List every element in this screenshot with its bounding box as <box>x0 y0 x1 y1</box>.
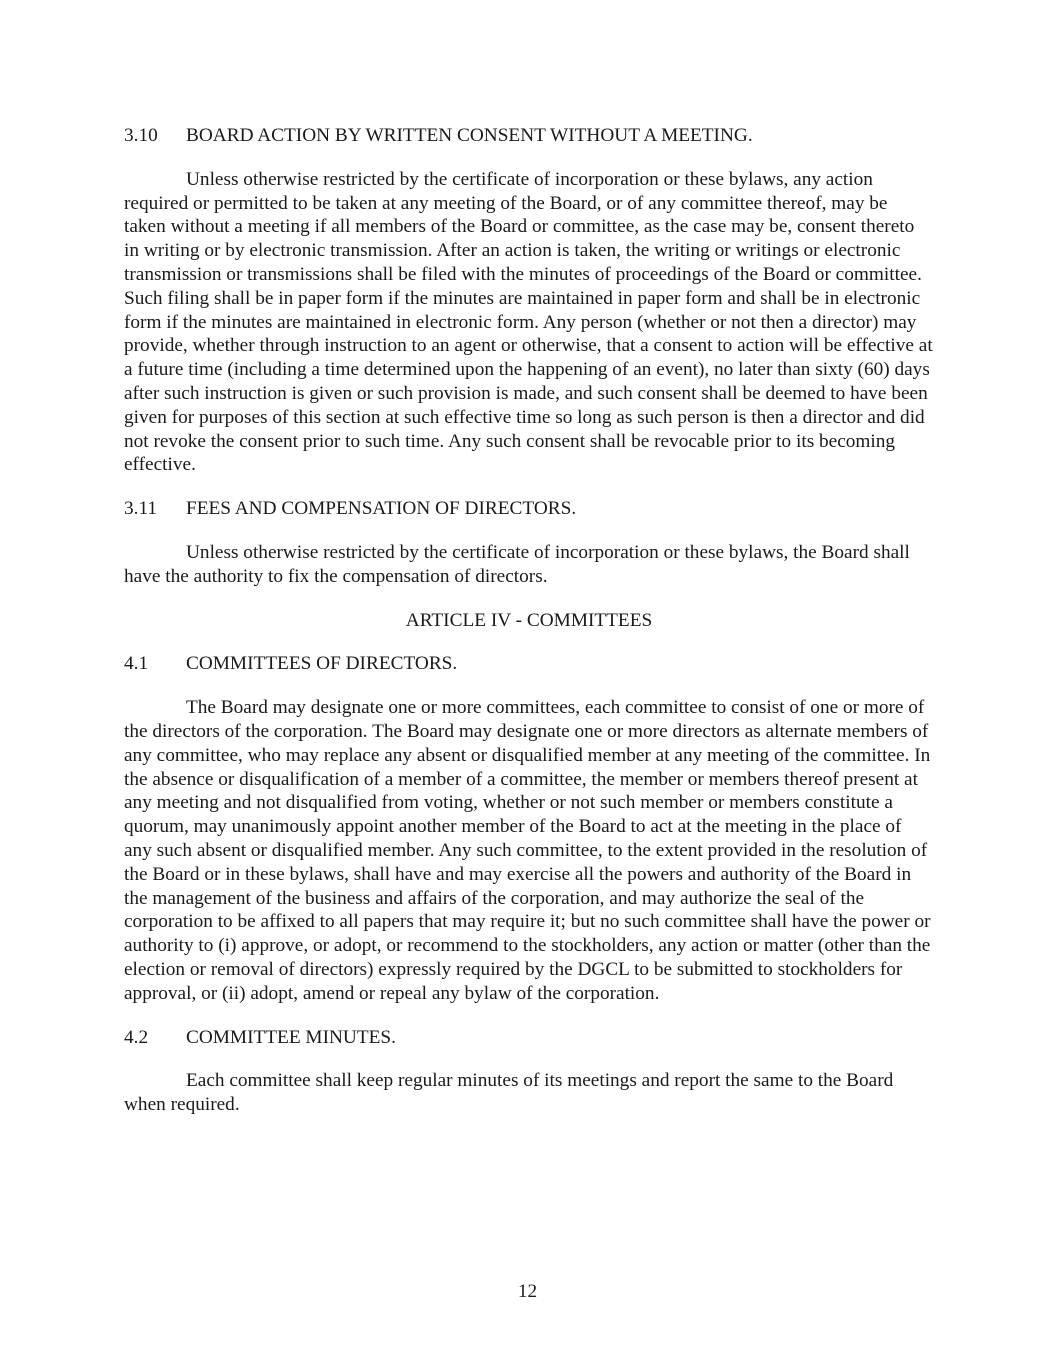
section-number: 3.10 <box>124 125 158 146</box>
section-number: 4.1 <box>124 653 149 675</box>
section-body-4-1: The Board may designate one or more committees, each committee to consist of one or more of the directors of the corporation. The Board may designate one or more directors as alternate members of any committee, who may replace any absent or disqualified member at any meeting of the committee. In the absence or disqualification of a member of a committee, the member or members thereof present at any meeting and not disqualified from voting, whether or not such member or members constitute a quorum, may unanimously appoint another member of the Board to act at the meeting in the place of any such absent or disqualified member. Any such committee, to the extent provided in the resolution of the Board or in these bylaws, shall have and may exercise all the powers and authority of the Board in the management of the business and affairs of the corporation, and may authorize the seal of the corporation to be affixed to all papers that may require it; but no such committee shall have the power or authority to (i) approve, or adopt, or recommend to the stockholders, any action or matter (other than the election or removal of directors) expressly required by the DGCL to be submitted to stockholders for approval, or (ii) adopt, amend or repeal any bylaw of the corporation. <box>124 697 931 1004</box>
section-heading-3-11 <box>124 497 934 521</box>
section-title: COMMITTEES OF DIRECTORS. <box>186 653 458 675</box>
section-heading-4-1 <box>124 652 934 676</box>
document-page <box>124 124 934 1137</box>
section-title: BOARD ACTION BY WRITTEN CONSENT WITHOUT A MEETING. <box>186 125 753 146</box>
section-number: 4.2 <box>124 1026 149 1048</box>
article-heading: ARTICLE IV - COMMITTEES <box>405 609 653 631</box>
section-title: COMMITTEE MINUTES. <box>186 1026 396 1048</box>
section-title: FEES AND COMPENSATION OF DIRECTORS. <box>186 498 577 520</box>
section-heading-4-2 <box>124 1026 934 1050</box>
section-body-4-2: Each committee shall keep regular minutes of its meetings and report the same to the Board when required. <box>124 1070 894 1116</box>
section-body-3-11: Unless otherwise restricted by the certificate of incorporation or these bylaws, the Board shall have the authority to fix the compensation of directors. <box>124 541 910 587</box>
section-number: 3.11 <box>124 498 158 520</box>
section-heading-3-10 <box>124 124 934 148</box>
section-body-3-10: Unless otherwise restricted by the certificate of incorporation or these bylaws, any action required or permitted to be taken at any meeting of the Board, or of any committee thereof, may be taken without a meeting if all members of the Board or committee, as the case may be, consent thereto in writing or by electronic transmission. After an action is taken, the writing or writings or electronic transmission or transmissions shall be filed with the minutes of proceedings of the Board or committee. Such filing shall be in paper form if the minutes are maintained in paper form and shall be in electronic form if the minutes are maintained in electronic form. Any person (whether or not then a director) may provide, whether through instruction to an agent or otherwise, that a consent to action will be effective at a future time (including a time determined upon the happening of an event), no later than sixty (60) days after such instruction is given or such provision is made, and such consent shall be deemed to have been given for purposes of this section at such effective time so long as such person is then a director and did not revoke the consent prior to such time. Any such consent shall be revocable prior to its becoming effective. <box>124 168 933 476</box>
page-number: 12 <box>517 1281 538 1302</box>
